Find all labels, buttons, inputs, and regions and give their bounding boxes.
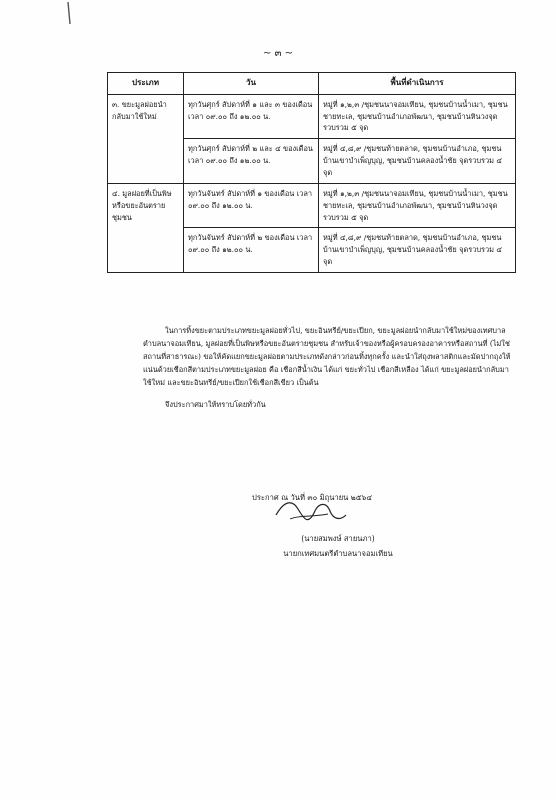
page-number: ~ ๓ ~ — [263, 48, 293, 59]
scan-mark — [66, 0, 82, 26]
day-cell: ทุกวันศุกร์ สัปดาห์ที่ ๒ และ ๔ ของเดือน เวลา ๐๙.๐๐ ถึง ๑๒.๐๐ น. — [184, 139, 319, 184]
day-cell: ทุกวันจันทร์ สัปดาห์ที่ ๒ ของเดือน เวลา ๐๙.๐๐ ถึง ๑๒.๐๐ น. — [184, 228, 319, 273]
signer-title: นายกเทศมนตรีตำบลนาจอมเทียน — [283, 549, 393, 558]
area-cell: หมู่ที่ ๔,๘,๙ /ชุมชนท้ายตลาด, ชุมชนบ้านอำเภอ, ชุมชนบ้านเขาบำเพ็ญบุญ, ชุมชนบ้านคลองน้ำชัย จุดรวบรวม ๔ จุด — [319, 228, 516, 273]
signer-name: (นายสมพงษ์ สายนภา) — [301, 534, 375, 543]
area-cell: หมู่ที่ ๔,๘,๙ /ชุมชนท้ายตลาด, ชุมชนบ้านอำเภอ, ชุมชนบ้านเขาบำเพ็ญบุญ, ชุมชนบ้านคลองน้ำชัย จุดรวบรวม ๔ จุด — [319, 139, 516, 184]
announcement-body — [143, 325, 515, 412]
header-type: ประเภท — [108, 73, 184, 95]
day-cell: ทุกวันศุกร์ สัปดาห์ที่ ๑ และ ๓ ของเดือน เวลา ๐๙.๐๐ ถึง ๑๒.๐๐ น. — [184, 94, 319, 139]
type-cell: ๓. ขยะมูลฝอยนำกลับมาใช้ใหม่ — [108, 94, 184, 183]
instruction-paragraph: ในการทิ้งขยะตามประเภทขยะมูลฝอยทั่วไป, ขยะอินทรีย์/ขยะเปียก, ขยะมูลฝอยนำกลับมาใช้ใหม่ของเทศบาลตำบลนาจอมเทียน, มูลฝอยที่เป็นพิษหรือขยะอันตรายชุมชน สำหรับเจ้าของหรือผู้ครอบครองอาคารหรือสถานที่ (ไม่ใช่สถานที่สาธารณะ) ขอให้คัดแยกขยะมูลฝอยตามประเภทดังกล่าวก่อนทิ้งทุกครั้ง และนำใส่ถุงพลาสติกและมัดปากถุงให้แน่นด้วยเชือกสีตามประเภทขยะมูลฝอย คือ เชือกสีน้ำเงิน ได้แก่ ขยะทั่วไป เชือกสีเหลือง ได้แก่ ขยะมูลฝอยนำกลับมาใช้ใหม่ และขยะอินทรีย์/ขยะเปียกใช้เชือกสีเขียว เป็นต้น — [143, 326, 511, 387]
table-header-row — [108, 73, 516, 95]
area-cell: หมู่ที่ ๑,๒,๓ /ชุมชนนาจอมเทียน, ชุมชนบ้านน้ำเมา, ชุมชนชายทะเล, ชุมชนบ้านอำเภอพัฒนา, ชุมชนบ้านหินวงจุดรวบรวม ๕ จุด — [319, 94, 516, 139]
area-cell: หมู่ที่ ๑,๒,๓ /ชุมชนนาจอมเทียน, ชุมชนบ้านน้ำเมา, ชุมชนชายทะเล, ชุมชนบ้านอำเภอพัฒนา, ชุมชนบ้านหินวงจุดรวบรวม ๕ จุด — [319, 183, 516, 228]
signature — [270, 495, 350, 529]
day-cell: ทุกวันจันทร์ สัปดาห์ที่ ๑ ของเดือน เวลา ๐๙.๐๐ ถึง ๑๒.๐๐ น. — [184, 183, 319, 228]
announcement-date: ประกาศ ณ วันที่ ๓๐ มิถุนายน ๒๕๖๔ — [252, 493, 373, 502]
table-row — [108, 183, 516, 228]
closing-paragraph: จึงประกาศมาให้ทราบโดยทั่วกัน — [165, 399, 266, 409]
table-row — [108, 94, 516, 139]
collection-schedule-table — [107, 72, 516, 273]
header-day: วัน — [184, 73, 319, 95]
type-cell: ๔. มูลฝอยที่เป็นพิษหรือขยะอันตรายชุมชน — [108, 183, 184, 272]
header-area: พื้นที่ดำเนินการ — [319, 73, 516, 95]
